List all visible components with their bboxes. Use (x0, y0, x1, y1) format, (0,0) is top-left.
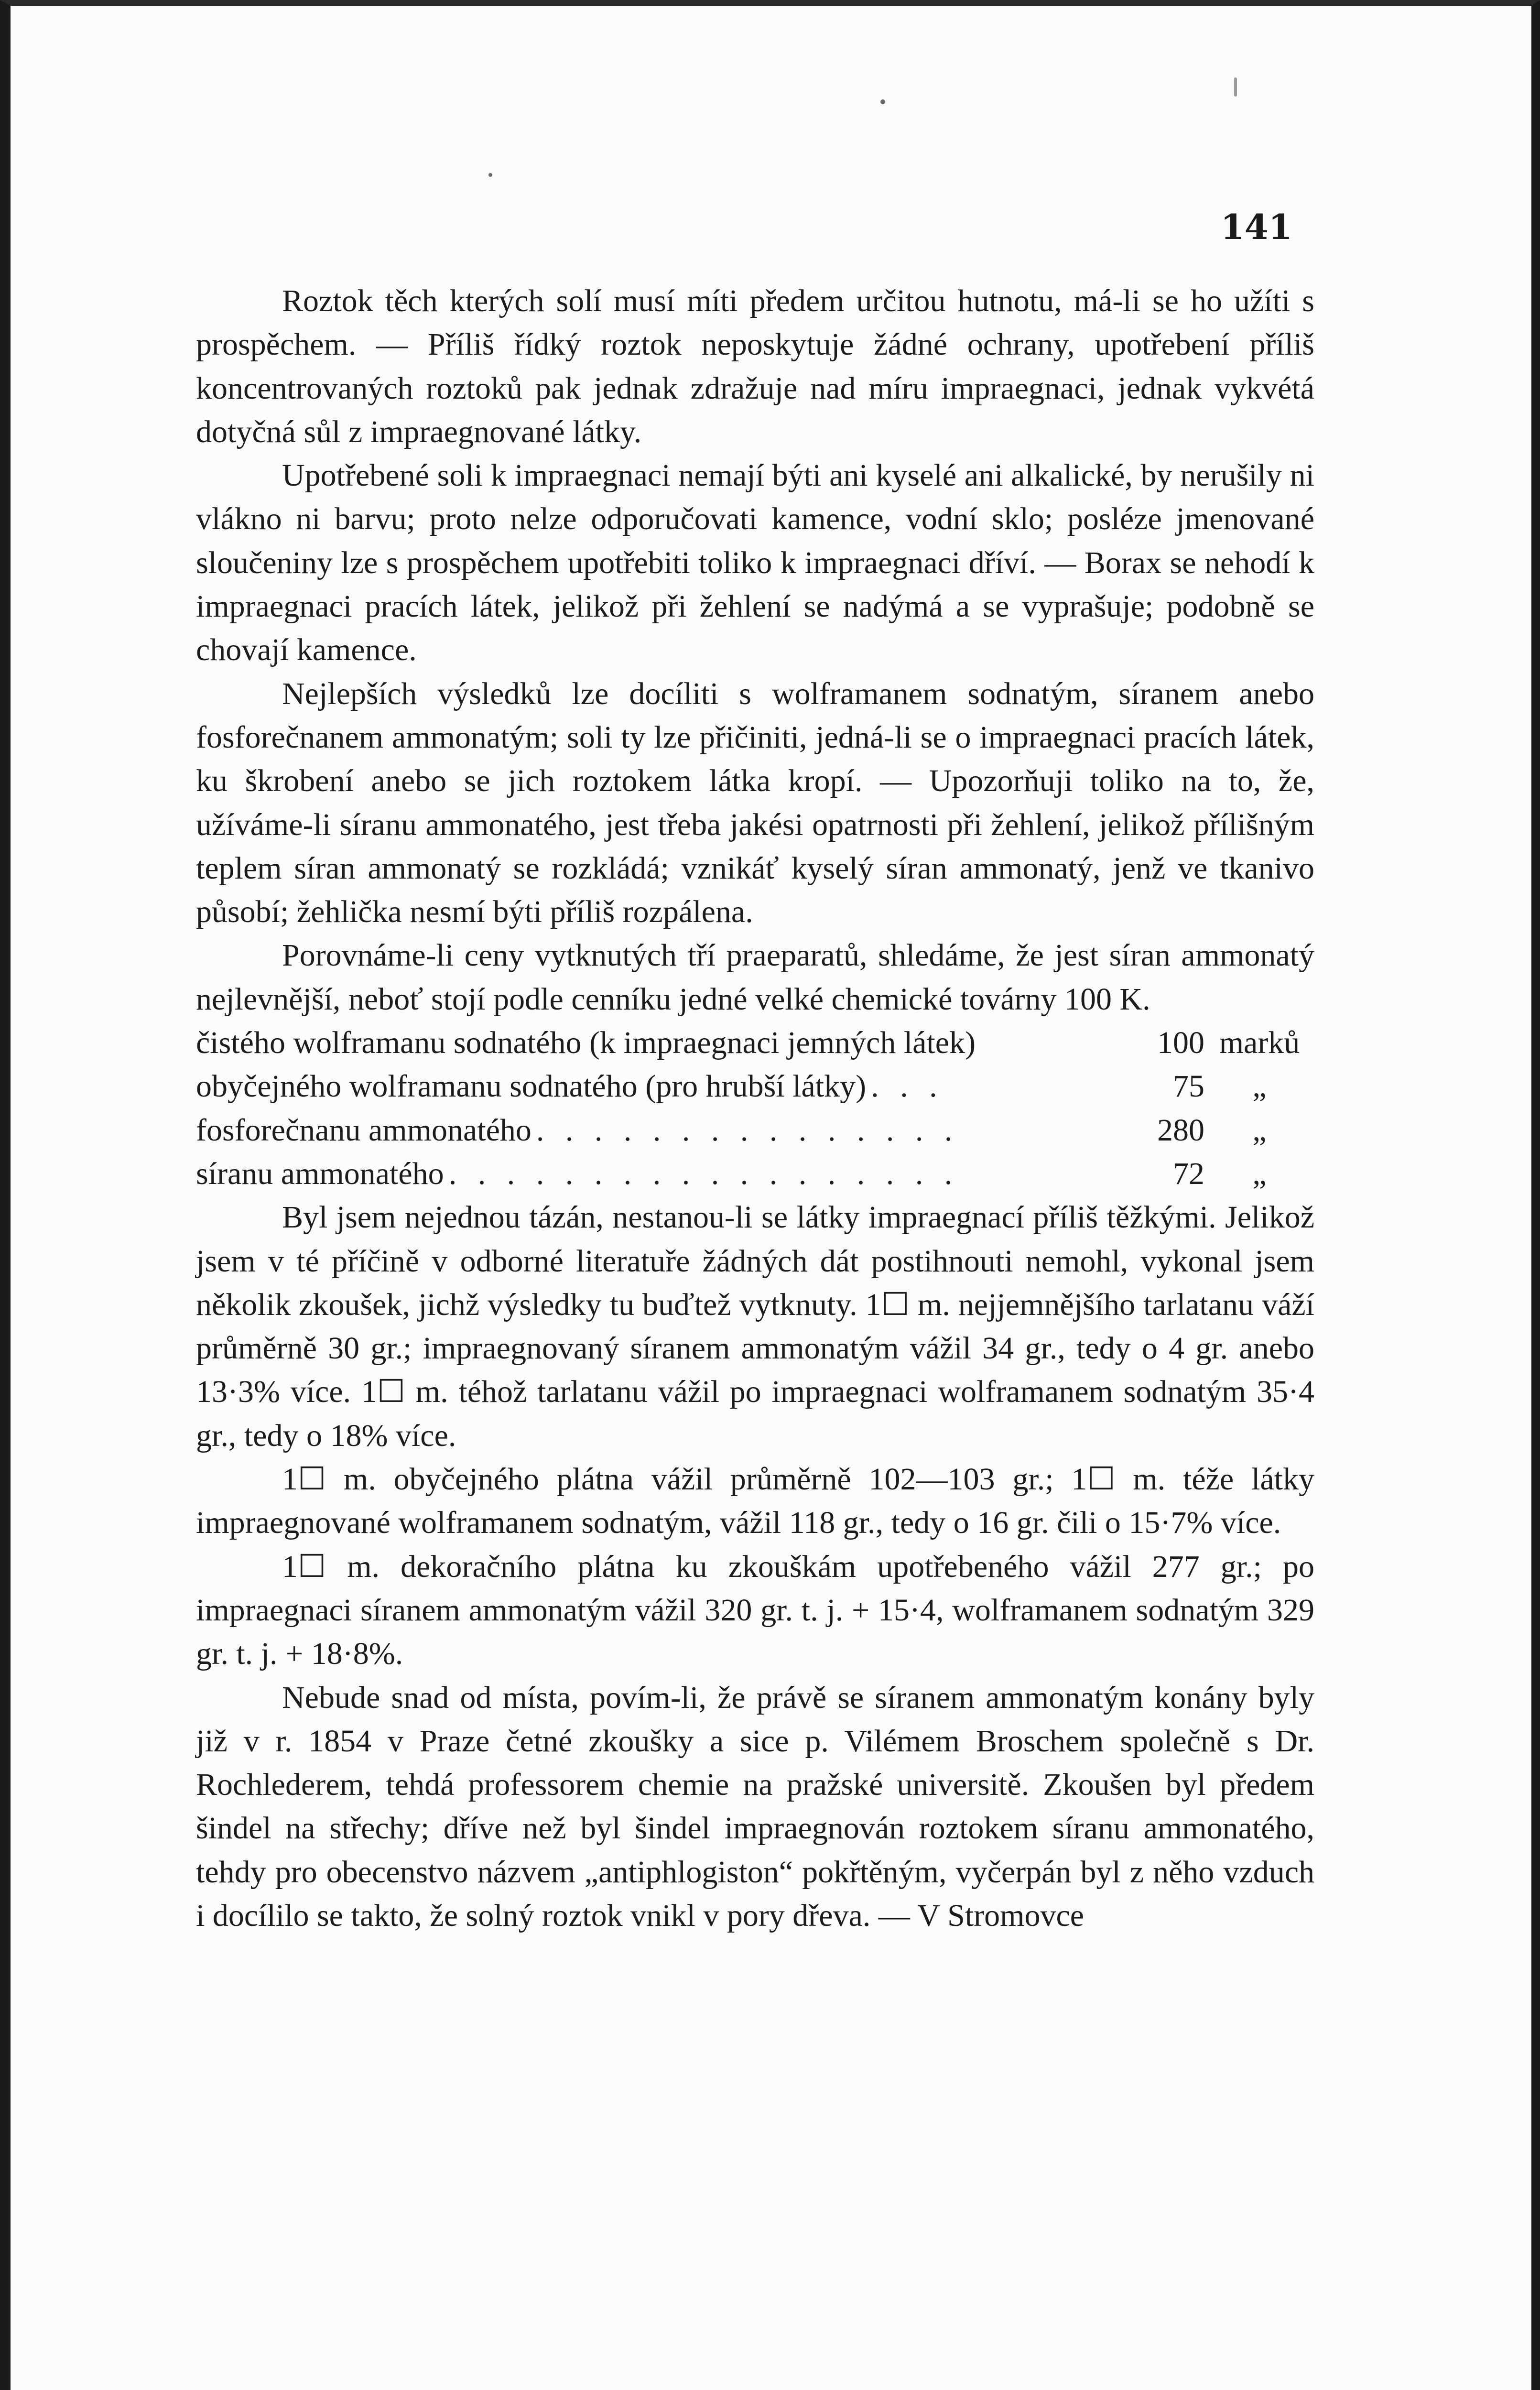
price-label: obyčejného wolframanu sodnatého (pro hrubší látky) (196, 1069, 867, 1104)
paragraph-linen-weight: 1☐ m. obyčejného plátna vážil průměrně 102—103 gr.; 1☐ m. téže látky impraegnované wolframanem sodnatým, vážil 118 gr., tedy o 16 gr. čili o 15·7% více. (196, 1462, 1314, 1541)
price-label: čistého wolframanu sodnatého (k impraegnaci jemných látek) (196, 1025, 976, 1061)
body-text (196, 279, 1314, 1937)
price-leader: . . . (871, 1069, 944, 1104)
scan-speck (488, 173, 492, 177)
page-number: 141 (1220, 206, 1292, 247)
paragraph-salt-requirements: Upotřebené soli k impraegnaci nemají býti ani kyselé ani alkalické, by nerušily ni vlákno ni barvu; proto nelze odporučovati kamence, vodní sklo; posléze jmenované sloučeniny lze s prospěchem upotřebiti toliko k impraegnaci dříví. — Borax se nehodí k impraegnaci pracích látek, jelikož při žehlení se nadýmá a se vyprašuje; podobně se chovají kamence. (196, 458, 1314, 668)
price-row (196, 1152, 1314, 1195)
price-list (196, 1021, 1314, 1195)
scan-speck (1234, 77, 1237, 97)
scan-speck (880, 99, 885, 104)
price-unit: „ (1252, 1069, 1267, 1104)
paragraph-weight-question: Byl jsem nejednou tázán, nestanou-li se látky impraegnací příliš těžkými. Jelikož jsem v té příčině v odborné literatuře žádných dát postihnouti nemohl, vykonal jsem několik zkoušek, jichž výsledky tu buďtež vytknuty. 1☐ m. nejjemnějšího tarlatanu váží průměrně 30 gr.; impraegnovaný síranem ammonatým vážil 34 gr., tedy o 4 gr. anebo 13·3% více. 1☐ m. téhož tarlatanu vážil po impraegnaci wolframanem sodnatým 35·4 gr., tedy o 18% více. (196, 1200, 1314, 1453)
price-unit: „ (1252, 1112, 1267, 1148)
price-value: 100 (1157, 1025, 1204, 1061)
paragraph-best-results: Nejlepších výsledků lze docíliti s wolframanem sodnatým, síranem anebo fosforečnanem ammonatým; soli ty lze přičiniti, jedná-li se o impraegnaci pracích látek, ku škrobení anebo se jich roztokem látka kropí. — Upozorňuji toliko na to, že, užíváme-li síranu ammonatého, jest třeba jakési opatrnosti při žehlení, jelikož přílišným teplem síran ammonatý se rozkládá; vznikáť kyselý síran ammonatý, jenž ve tkanivo působí; žehlička nesmí býti příliš rozpálena. (196, 676, 1314, 930)
price-unit: marků (1219, 1025, 1300, 1061)
price-label: síranu ammonatého (196, 1156, 444, 1191)
paragraph-price-comparison: Porovnáme-li ceny vytknutých tří praeparatů, shledáme, že jest síran ammonatý nejlevnější, neboť stojí podle cenníku jedné velké chemické továrny 100 K. (196, 938, 1314, 1017)
price-leader: . . . . . . . . . . . . . . . . . . (448, 1156, 959, 1191)
price-leader: . . . . . . . . . . . . . . . (536, 1112, 959, 1148)
price-row (196, 1108, 1314, 1152)
price-unit: „ (1252, 1156, 1267, 1191)
paragraph-history-prague: Nebude snad od místa, povím-li, že právě se síranem ammonatým konány byly již v r. 1854 v Praze četné zkoušky a sice p. Vilémem Broschem společně s Dr. Rochlederem, tehdá professorem chemie na pražské universitě. Zkoušen byl předem šindel na střechy; dříve než byl šindel impraegnován roztokem síranu ammonatého, tehdy pro obecenstvo názvem „antiphlogiston“ pokřtěným, vyčerpán byl z něho vzduch i docílilo se takto, že solný roztok vnikl v pory dřeva. — V Stromovce (196, 1680, 1314, 1933)
price-value: 280 (1157, 1112, 1204, 1148)
price-label: fosforečnanu ammonatého (196, 1112, 531, 1148)
paragraph-decorative-linen: 1☐ m. dekoračního plátna ku zkouškám upotřebeného vážil 277 gr.; po impraegnaci síranem ammonatým vážil 320 gr. t. j. + 15·4, wolframanem sodnatým 329 gr. t. j. + 18·8%. (196, 1549, 1314, 1672)
paragraph-solution-concentration: Roztok těch kterých solí musí míti předem určitou hutnotu, má-li se ho užíti s prospěchem. — Příliš řídký roztok neposkytuje žádné ochrany, upotřebení příliš koncentrovaných roztoků pak jednak zdražuje nad míru impraegnaci, jednak vykvétá dotyčná sůl z impraegnované látky. (196, 283, 1314, 449)
price-value: 75 (1173, 1069, 1204, 1104)
price-row (196, 1065, 1314, 1108)
price-row (196, 1021, 1314, 1065)
price-value: 72 (1173, 1156, 1204, 1191)
